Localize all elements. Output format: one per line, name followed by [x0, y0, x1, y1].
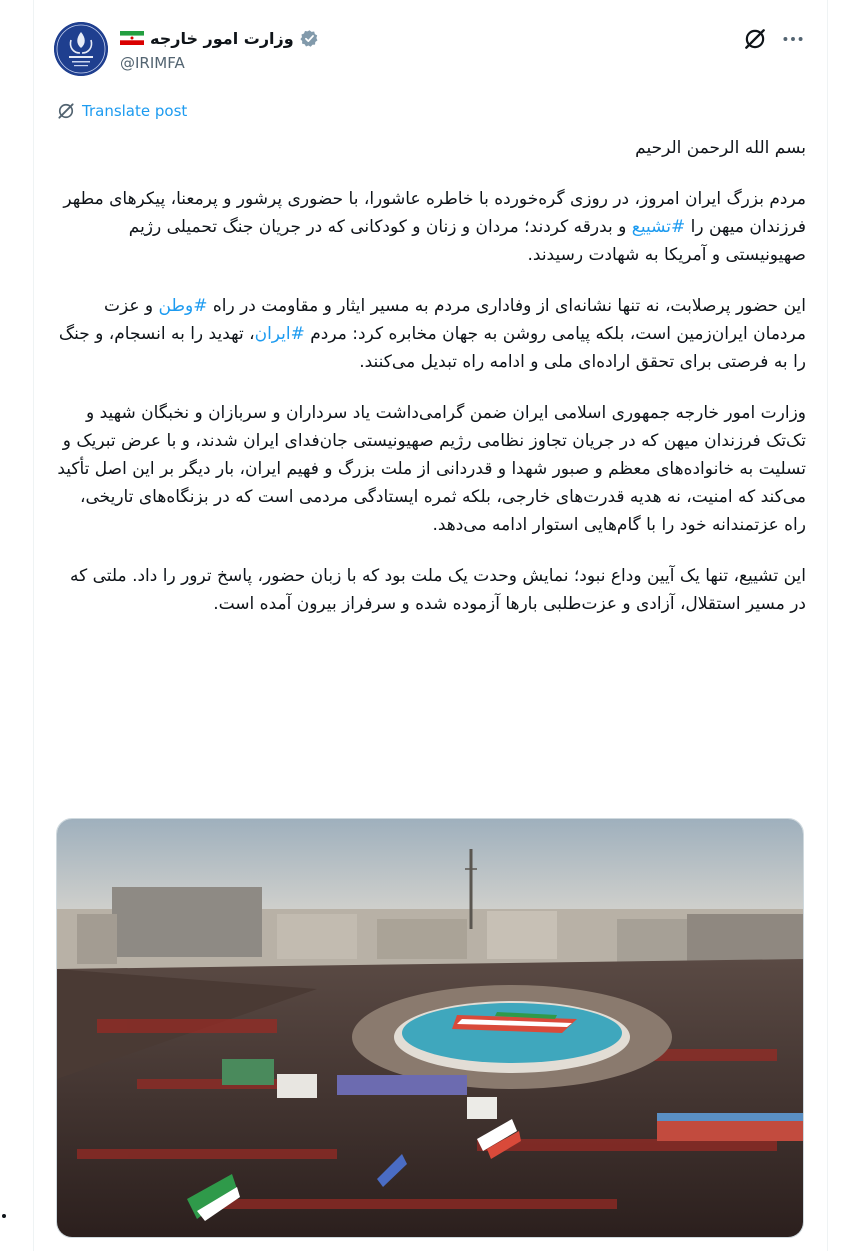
post-text-span: این حضور پرصلابت، نه تنها نشانه‌ای از وفاداری مردم به مسیر ایثار و مقاومت در راه — [207, 296, 806, 316]
ministry-emblem-icon — [54, 22, 108, 76]
post-paragraph-3 — [56, 292, 806, 376]
hashtag-tashyie[interactable]: #تشییع — [631, 217, 686, 237]
grok-slash-icon[interactable] — [742, 26, 768, 52]
post-paragraph-5: این تشییع، تنها یک آیین وداع نبود؛ نمایش وحدت یک ملت بود که با زبان حضور، پاسخ ترور را داد. ملتی که در مسیر استقلال، آزادی و عزت‌طلبی بارها آزموده شده و سرفراز بیرون آمده است. — [70, 566, 806, 614]
more-dots-icon[interactable] — [780, 26, 806, 52]
post-paragraph-2 — [56, 185, 806, 269]
verified-badge-icon — [300, 29, 319, 48]
translate-icon — [56, 101, 76, 121]
avatar[interactable] — [54, 22, 108, 76]
post-body — [56, 134, 806, 641]
hashtag-vatan[interactable]: #وطن — [158, 296, 208, 316]
post-text-span: و بدرقه کردند؛ مردان و زنان و کودکانی که در جریان جنگ تحمیلی رژیم صهیونیستی و آمریکا به شهادت رسیدند. — [128, 217, 806, 265]
post-text-span: مردم بزرگ ایران امروز، در روزی گره‌خورده با خاطره عاشورا، با حضوری پرشور و پرمعنا، پیکرهای مطهر فرزندان میهن را — [63, 189, 806, 237]
edge-mark — [2, 1214, 6, 1218]
post-media-photo[interactable] — [56, 818, 804, 1238]
crowd-photo-icon — [57, 819, 804, 1238]
post-paragraph-4: وزارت امور خارجه جمهوری اسلامی ایران ضمن گرامی‌داشت یاد سرداران و سربازان و نخبگان شهید و تک‌تک فرزندان میهن که در جریان تجاوز نظامی رژیم صهیونیستی جان‌فدای ایران شدند، و با عرض تبریک و تسلیت به خانواده‌های معظم و صبور شهدا و قدردانی از ملت بزرگ و فهیم ایران، بار دیگر بر این اصل تأکید می‌کند که امنیت، نه هدیه قدرت‌های خارجی، بلکه ثمره ایستادگی مردمی است که در بزنگاه‌های تاریخی، راه عزتمندانه خود را با گام‌هایی استوار ادامه می‌دهد. — [57, 403, 806, 535]
author-handle[interactable]: @IRIMFA — [120, 54, 185, 72]
translate-label[interactable]: Translate post — [82, 102, 188, 120]
iran-flag-icon — [120, 31, 144, 45]
post-paragraph-1: بسم الله الرحمن الرحیم — [635, 138, 806, 158]
display-name[interactable]: وزارت امور خارجه — [150, 28, 294, 48]
author-name-row[interactable] — [120, 26, 319, 50]
post-text-span: ، تهدید را به انسجام، و جنگ را به فرصتی برای تحقق اراده‌ای ملی و ادامه راه تبدیل می‌کنند. — [58, 324, 806, 372]
post-text-span: و عزت مردمان ایران‌زمین است، بلکه پیامی روشن به جهان مخابره کرد: مردم — [103, 296, 806, 344]
translate-post-link[interactable] — [56, 100, 187, 122]
hashtag-iran[interactable]: #ایران — [254, 324, 305, 344]
